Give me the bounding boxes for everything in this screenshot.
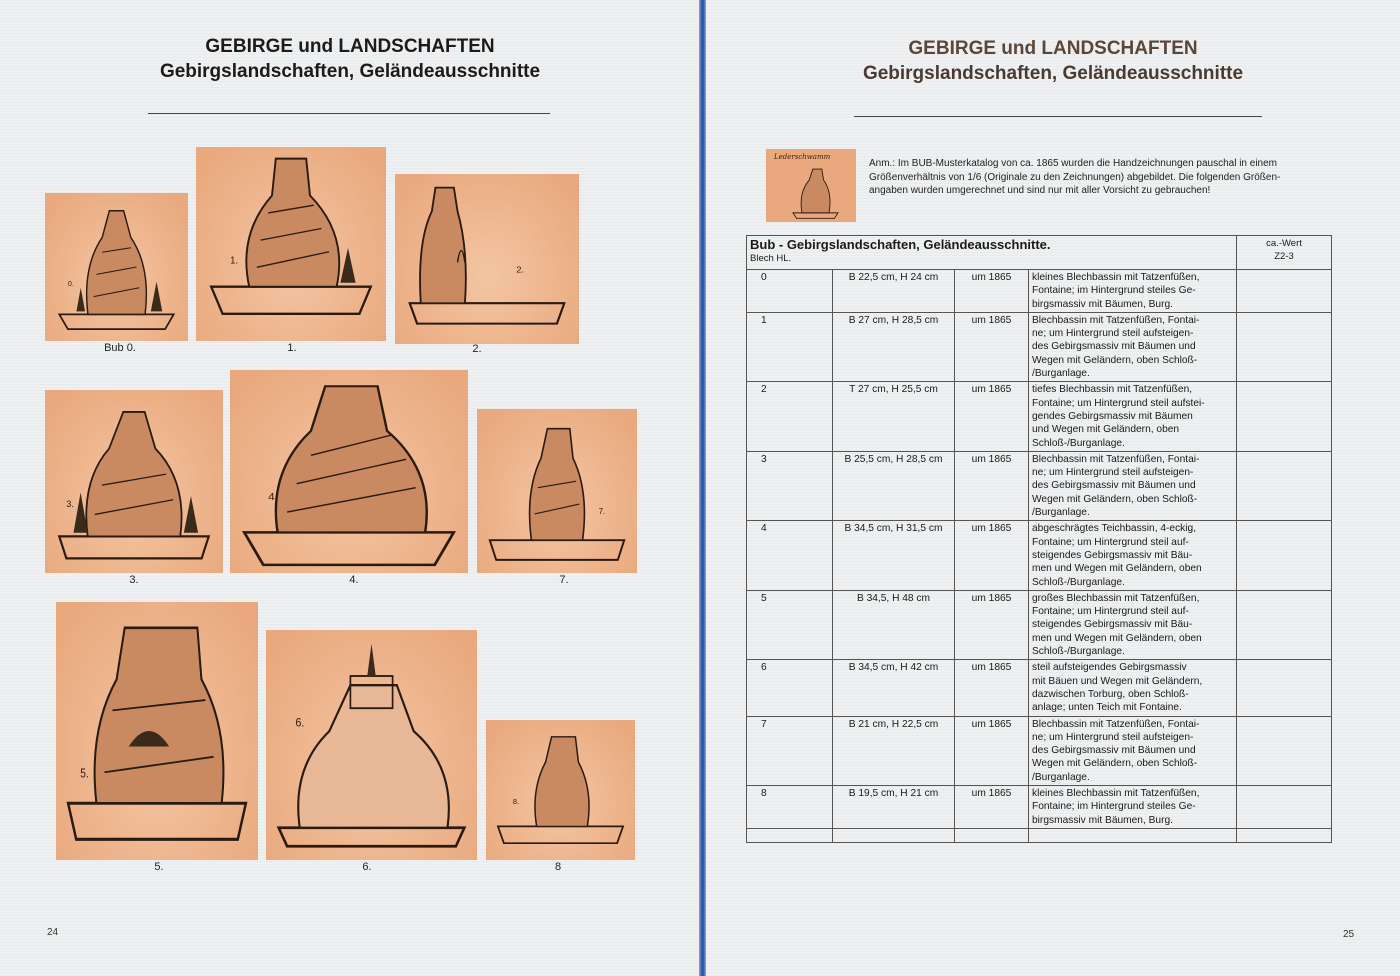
table-row bbox=[747, 660, 1332, 716]
figure-label: 2. bbox=[472, 343, 482, 355]
row-size-cell: T 27 cm, H 25,5 cm bbox=[833, 382, 955, 451]
row-value-cell bbox=[1237, 521, 1332, 590]
empty-cell bbox=[1029, 828, 1237, 842]
row-description-cell bbox=[1029, 270, 1237, 313]
row-size-cell: B 27 cm, H 28,5 cm bbox=[833, 312, 955, 381]
table-row bbox=[747, 312, 1332, 381]
figure-plate-1 bbox=[196, 147, 386, 341]
row-size-cell: B 34,5 cm, H 31,5 cm bbox=[833, 521, 955, 590]
figure-label: 5. bbox=[154, 861, 164, 873]
description-line: steigendes Gebirgsmassiv mit Bäu- bbox=[1032, 549, 1193, 561]
row-value-cell bbox=[1237, 312, 1332, 381]
note-line: angaben wurden umgerechnet und sind nur mit aller Vorsicht zu gebrauchen! bbox=[869, 185, 1211, 196]
description-line: Wegen mit Geländern, oben Schloß- bbox=[1032, 493, 1198, 505]
description-line: Fontaine; im Hintergrund steiles Ge- bbox=[1032, 285, 1196, 297]
mountain-drawing-icon bbox=[395, 174, 579, 344]
row-number-cell: 3 bbox=[747, 451, 833, 520]
svg-text:8.: 8. bbox=[512, 797, 520, 806]
description-line: ne; um Hintergrund steil aufsteigen- bbox=[1032, 467, 1194, 479]
row-date-cell: um 1865 bbox=[955, 382, 1029, 451]
value-header-cell bbox=[1237, 236, 1332, 270]
mountain-drawing-icon bbox=[486, 720, 635, 860]
description-line: großes Blechbassin mit Tatzenfüßen, bbox=[1032, 592, 1200, 604]
figure-label: 4. bbox=[349, 574, 359, 586]
table-header-cell bbox=[747, 236, 1237, 270]
table-title: Bub - Gebirgslandschaften, Geländeausschnitte. bbox=[750, 237, 1051, 252]
row-description-cell bbox=[1029, 785, 1237, 828]
title-rule bbox=[854, 116, 1262, 117]
empty-cell bbox=[833, 828, 955, 842]
description-line: steil aufsteigendes Gebirgsmassiv bbox=[1032, 662, 1187, 674]
description-line: Fontaine; um Hintergrund steil aufstei- bbox=[1032, 397, 1205, 409]
description-line: des Gebirgsmassiv mit Bäumen und bbox=[1032, 341, 1196, 353]
description-line: Wegen mit Geländern, oben Schloß- bbox=[1032, 758, 1198, 770]
description-line: Schloß-/Burganlage. bbox=[1032, 576, 1125, 588]
figure-plate-5 bbox=[56, 602, 258, 860]
description-line: mit Bäuen und Wegen mit Geländern, bbox=[1032, 675, 1203, 687]
empty-cell bbox=[747, 828, 833, 842]
page-title: GEBIRGE und LANDSCHAFTEN bbox=[908, 38, 1198, 59]
row-size-cell: B 19,5 cm, H 21 cm bbox=[833, 785, 955, 828]
row-value-cell bbox=[1237, 785, 1332, 828]
mountain-drawing-icon bbox=[266, 630, 477, 860]
mountain-drawing-icon bbox=[477, 409, 637, 573]
row-description-cell bbox=[1029, 660, 1237, 716]
svg-text:1.: 1. bbox=[230, 255, 239, 267]
table-subtitle: Blech HL. bbox=[750, 253, 792, 264]
description-line: men und Wegen mit Geländern, oben bbox=[1032, 563, 1202, 575]
description-line: Blechbassin mit Tatzenfüßen, Fontai- bbox=[1032, 718, 1200, 730]
svg-text:0.: 0. bbox=[67, 279, 74, 289]
figure-plate-4 bbox=[230, 370, 468, 573]
note-thumbnail-label: Lederschwamm bbox=[774, 153, 831, 161]
note-text bbox=[869, 157, 1359, 198]
row-date-cell: um 1865 bbox=[955, 521, 1029, 590]
row-number-cell: 1 bbox=[747, 312, 833, 381]
row-date-cell: um 1865 bbox=[955, 312, 1029, 381]
table-row bbox=[747, 716, 1332, 785]
svg-text:3.: 3. bbox=[66, 499, 74, 510]
table-row bbox=[747, 451, 1332, 520]
row-date-cell: um 1865 bbox=[955, 590, 1029, 659]
description-line: ne; um Hintergrund steil aufsteigen- bbox=[1032, 328, 1194, 340]
value-header-grade: Z2-3 bbox=[1274, 251, 1294, 263]
mountain-drawing-icon bbox=[56, 602, 258, 860]
row-value-cell bbox=[1237, 590, 1332, 659]
row-number-cell: 0 bbox=[747, 270, 833, 313]
empty-cell bbox=[955, 828, 1029, 842]
row-description-cell bbox=[1029, 451, 1237, 520]
row-number-cell: 6 bbox=[747, 660, 833, 716]
row-number-cell: 8 bbox=[747, 785, 833, 828]
page-number: 24 bbox=[47, 927, 59, 938]
row-value-cell bbox=[1237, 382, 1332, 451]
figure-label: 1. bbox=[287, 342, 297, 354]
row-description-cell bbox=[1029, 521, 1237, 590]
row-date-cell: um 1865 bbox=[955, 716, 1029, 785]
description-line: kleines Blechbassin mit Tatzenfüßen, bbox=[1032, 272, 1200, 283]
row-size-cell: B 34,5 cm, H 42 cm bbox=[833, 660, 955, 716]
mountain-drawing-icon bbox=[45, 390, 223, 573]
figure-label: Bub 0. bbox=[104, 342, 136, 354]
description-line: Schloß-/Burganlage. bbox=[1032, 437, 1125, 449]
row-date-cell: um 1865 bbox=[955, 660, 1029, 716]
description-line: Blechbassin mit Tatzenfüßen, Fontai- bbox=[1032, 453, 1200, 465]
description-line: men und Wegen mit Geländern, oben bbox=[1032, 632, 1202, 644]
row-description-cell bbox=[1029, 716, 1237, 785]
row-size-cell: B 21 cm, H 22,5 cm bbox=[833, 716, 955, 785]
figure-label: 7. bbox=[559, 574, 569, 586]
row-value-cell bbox=[1237, 716, 1332, 785]
row-size-cell: B 25,5 cm, H 28,5 cm bbox=[833, 451, 955, 520]
description-line: birgsmassiv mit Bäumen, Burg. bbox=[1032, 814, 1173, 826]
svg-text:2.: 2. bbox=[516, 264, 525, 275]
value-header-label: ca.-Wert bbox=[1266, 238, 1302, 249]
row-number-cell: 2 bbox=[747, 382, 833, 451]
row-description-cell bbox=[1029, 590, 1237, 659]
table-row bbox=[747, 270, 1332, 313]
right-page bbox=[706, 0, 1400, 976]
row-number-cell: 5 bbox=[747, 590, 833, 659]
description-line: /Burganlage. bbox=[1032, 507, 1090, 519]
page-subtitle: Gebirgslandschaften, Geländeausschnitte bbox=[862, 63, 1244, 84]
description-line: kleines Blechbassin mit Tatzenfüßen, bbox=[1032, 787, 1200, 799]
row-number-cell: 4 bbox=[747, 521, 833, 590]
figure-plate-2 bbox=[395, 174, 579, 344]
figure-plate-0 bbox=[45, 193, 188, 341]
figure-label: 8 bbox=[554, 861, 562, 873]
description-line: Fontaine; um Hintergrund steil auf- bbox=[1032, 536, 1189, 548]
row-description-cell bbox=[1029, 382, 1237, 451]
table-row bbox=[747, 785, 1332, 828]
description-line: Fontaine; um Hintergrund steil auf- bbox=[1032, 606, 1189, 618]
mountain-drawing-icon bbox=[45, 193, 188, 341]
catalog-table bbox=[746, 235, 1332, 843]
note-line: Größenverhältnis von 1/6 (Originale zu den Zeichnungen) abgebildet. Die folgenden Größen- bbox=[869, 171, 1281, 183]
description-line: Wegen mit Geländern, oben Schloß- bbox=[1032, 354, 1198, 366]
description-line: steigendes Gebirgsmassiv mit Bäu- bbox=[1032, 619, 1193, 631]
row-value-cell bbox=[1237, 270, 1332, 313]
row-description-cell bbox=[1029, 312, 1237, 381]
description-line: und Wegen mit Geländern, oben bbox=[1032, 424, 1180, 436]
description-line: Schloß-/Burganlage. bbox=[1032, 646, 1125, 658]
description-line: abgeschrägtes Teichbassin, 4-eckig, bbox=[1032, 523, 1197, 535]
description-line: /Burganlage. bbox=[1032, 771, 1090, 783]
description-line: Blechbassin mit Tatzenfüßen, Fontai- bbox=[1032, 314, 1200, 326]
row-value-cell bbox=[1237, 660, 1332, 716]
row-date-cell: um 1865 bbox=[955, 451, 1029, 520]
row-date-cell: um 1865 bbox=[955, 270, 1029, 313]
figure-plate-8 bbox=[486, 720, 635, 860]
figure-label: 6. bbox=[362, 861, 372, 873]
svg-text:7.: 7. bbox=[598, 506, 606, 516]
description-line: /Burganlage. bbox=[1032, 368, 1090, 380]
figure-plate-3 bbox=[45, 390, 223, 573]
mountain-drawing-icon bbox=[230, 370, 468, 573]
row-date-cell: um 1865 bbox=[955, 785, 1029, 828]
note-line: Anm.: Im BUB-Musterkatalog von ca. 1865 wurden die Handzeichnungen pauschal in einem bbox=[869, 158, 1278, 169]
svg-text:6.: 6. bbox=[295, 717, 305, 730]
description-line: ne; um Hintergrund steil aufsteigen- bbox=[1032, 731, 1194, 743]
description-line: birgsmassiv mit Bäumen, Burg. bbox=[1032, 298, 1173, 310]
figure-plate-6 bbox=[266, 630, 477, 860]
table-row bbox=[747, 828, 1332, 842]
page-subtitle: Gebirgslandschaften, Geländeausschnitte bbox=[159, 61, 541, 82]
table-row bbox=[747, 590, 1332, 659]
row-size-cell: B 34,5, H 48 cm bbox=[833, 590, 955, 659]
description-line: gendes Gebirgsmassiv mit Bäumen bbox=[1032, 410, 1193, 422]
table-row bbox=[747, 521, 1332, 590]
description-line: des Gebirgsmassiv mit Bäumen und bbox=[1032, 480, 1196, 492]
description-line: dazwischen Torburg, oben Schloß- bbox=[1032, 688, 1189, 700]
svg-text:4.: 4. bbox=[268, 491, 278, 503]
svg-text:5.: 5. bbox=[80, 767, 89, 781]
table-row bbox=[747, 382, 1332, 451]
title-rule bbox=[148, 113, 550, 114]
description-line: Fontaine; im Hintergrund steiles Ge- bbox=[1032, 801, 1196, 813]
figure-plate-7 bbox=[477, 409, 637, 573]
row-size-cell: B 22,5 cm, H 24 cm bbox=[833, 270, 955, 313]
description-line: anlage; unten Teich mit Fontaine. bbox=[1032, 702, 1182, 714]
figure-label: 3. bbox=[129, 574, 139, 586]
table-header-row bbox=[747, 236, 1332, 270]
description-line: des Gebirgsmassiv mit Bäumen und bbox=[1032, 745, 1196, 757]
mountain-drawing-icon bbox=[196, 147, 386, 341]
row-number-cell: 7 bbox=[747, 716, 833, 785]
empty-cell bbox=[1237, 828, 1332, 842]
page-title: GEBIRGE und LANDSCHAFTEN bbox=[205, 36, 495, 57]
note-thumbnail bbox=[766, 149, 856, 222]
description-line: tiefes Blechbassin mit Tatzenfüßen, bbox=[1032, 384, 1193, 396]
page-number: 25 bbox=[1343, 929, 1355, 940]
row-value-cell bbox=[1237, 451, 1332, 520]
